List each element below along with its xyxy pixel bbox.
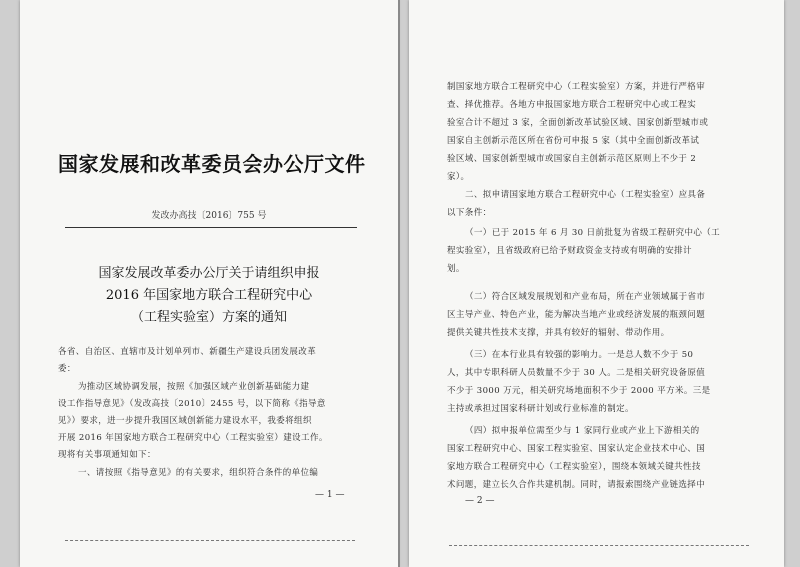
body-line-2: 查、择优推荐。各地方申报国家地方联合工程研究中心或工程实 (447, 100, 697, 110)
header-divider (65, 227, 357, 228)
body-line-2: 设工作指导意见》（发改高技〔2010〕2455 号，以下简称《指导意 (58, 399, 326, 409)
notice-title-line-2: 2016 年国家地方联合工程研究中心 (105, 288, 313, 303)
body-line-6: 家）。 (447, 172, 470, 182)
body-line-7: 二、拟申请国家地方联合工程研究中心（工程实验室）应具备 (465, 190, 706, 200)
body-line-14: 提供关键共性技术支撑，并具有较好的辐射、带动作用。 (447, 328, 670, 338)
page-number-2: — 2 — (465, 496, 495, 506)
body-line-13: 区主导产业、特色产业，能为解决当地产业或经济发展的瓶颈问题 (447, 310, 706, 320)
body-line-3: 验室合计不超过 3 家，全面创新改革试验区域、国家创新型城市或 (447, 118, 709, 128)
body-line-10: 程实验室），且省级政府已给予财政资金支持或有明确的安排计 (447, 246, 692, 256)
body-line-22: 术问题，建立长久合作共建机制。同时，请报索围绕产业链选择中 (447, 480, 706, 490)
addressee-line-2: 委： (58, 364, 76, 374)
body-line-6: 一、请按照《指导意见》的有关要求，组织符合条件的单位编 (78, 468, 319, 478)
body-line-20: 国家工程研究中心、国家工程实验室、国家认定企业技术中心、国 (447, 444, 706, 454)
body-line-8: 以下条件： (447, 208, 492, 218)
page-bottom-rule (449, 545, 749, 546)
body-line-17: 不少于 3000 万元，相关研究场地面积不少于 2000 平方米。三是 (447, 386, 711, 396)
page-bottom-rule (65, 540, 355, 541)
body-line-1: 为推动区域协调发展，按照《加强区域产业创新基础能力建 (78, 382, 310, 392)
page-1 (20, 0, 398, 567)
body-line-18: 主持或承担过国家科研计划或行业标准的制定。 (447, 404, 634, 414)
body-line-11: 划。 (447, 264, 465, 274)
body-line-5: 现将有关事项通知如下： (58, 450, 156, 460)
body-line-15: （三）在本行业具有较强的影响力。一是总人数不少于 50 (465, 350, 694, 360)
body-line-16: 人，其中专职科研人员数量不少于 30 人。二是相关研究设备原值 (447, 368, 706, 378)
body-line-5: 验区域、国家创新型城市或国家自主创新示范区原则上不少于 2 (447, 154, 697, 164)
body-line-1: 制国家地方联合工程研究中心（工程实验室）方案，并进行严格审 (447, 82, 706, 92)
addressee-line-1: 各省、自治区、直辖市及计划单列市、新疆生产建设兵团发展改革 (58, 347, 317, 357)
body-line-12: （二）符合区域发展规划和产业布局，所在产业领域属于省市 (465, 292, 706, 302)
page-2 (409, 0, 784, 567)
notice-title-line-1: 国家发展改革委办公厅关于请组织申报 (98, 266, 320, 281)
body-line-19: （四）拟申报单位需至少与 1 家同行业或产业上下游相关的 (465, 426, 700, 436)
body-line-4: 开展 2016 年国家地方联合工程研究中心（工程实验室）建设工作。 (58, 433, 328, 443)
notice-title-line-3: （工程实验室）方案的通知 (130, 310, 287, 325)
document-header-title: 国家发展和改革委员会办公厅文件 (58, 152, 366, 176)
page-number-1: — 1 — (315, 490, 345, 500)
body-line-21: 家地方联合工程研究中心（工程实验室），围绕本领域关键共性技 (447, 462, 701, 472)
body-line-4: 国家自主创新示范区所在省份可申报 5 家（其中全面创新改革试 (447, 136, 700, 146)
body-line-9: （一）已于 2015 年 6 月 30 日前批复为省级工程研究中心（工 (465, 228, 721, 238)
page-gutter (398, 0, 400, 567)
body-line-3: 见》）要求，进一步提升我国区域创新能力建设水平，我委将组织 (58, 416, 312, 426)
document-number: 发改办高技〔2016〕755 号 (151, 211, 267, 221)
